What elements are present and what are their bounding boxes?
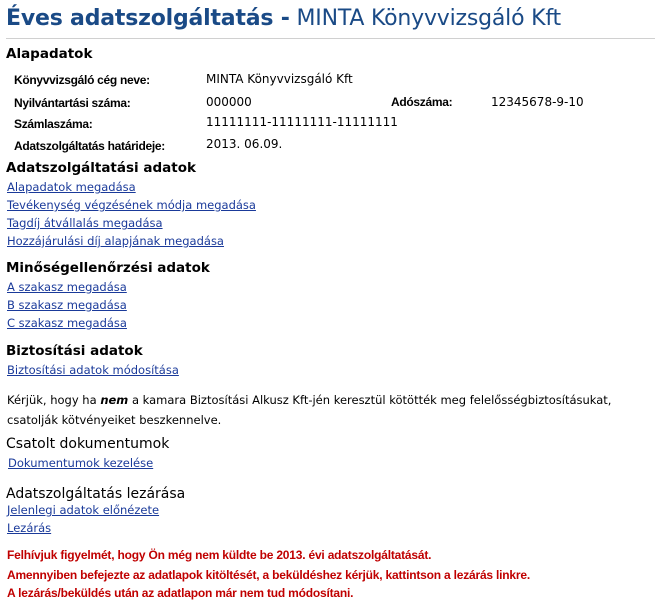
warning-not-submitted: Felhívjuk figyelmét, hogy Ön még nem küldte be 2013. évi adatszolgáltatását. <box>7 548 432 562</box>
section-b-link[interactable]: B szakasz megadása <box>7 298 127 312</box>
warning-no-modification: A lezárás/beküldés után az adatlapon már nem tud módosítani. <box>7 586 354 600</box>
membership-fee-link[interactable]: Tagdíj átvállalás megadása <box>7 216 163 230</box>
close-submission-link[interactable]: Lezárás <box>7 521 52 535</box>
page-title-prefix: Éves adatszolgáltatás - <box>6 6 290 31</box>
quality-control-heading: Minőségellenőrzési adatok <box>6 260 210 276</box>
basic-data-link[interactable]: Alapadatok megadása <box>7 180 136 194</box>
insurance-note-line1 <box>7 393 611 407</box>
insurance-note-emphasis: nem <box>100 393 129 407</box>
company-name-value: MINTA Könyvvizsgáló Kft <box>206 72 353 86</box>
section-a-link[interactable]: A szakasz megadása <box>7 280 127 294</box>
close-submission-heading: Adatszolgáltatás lezárása <box>6 486 186 502</box>
basic-data-heading: Alapadatok <box>6 46 93 62</box>
service-data-heading: Adatszolgáltatási adatok <box>6 160 196 176</box>
company-name-label: Könyvvizsgáló cég neve: <box>14 73 150 87</box>
manage-documents-link[interactable]: Dokumentumok kezelése <box>8 456 154 470</box>
contribution-base-link[interactable]: Hozzájárulási díj alapjának megadása <box>7 234 224 248</box>
account-number-value: 11111111-11111111-11111111 <box>206 115 398 129</box>
page-title <box>6 6 561 31</box>
tax-number-label: Adószáma: <box>391 95 453 109</box>
preview-data-link[interactable]: Jelenlegi adatok előnézete <box>7 503 160 517</box>
insurance-note-start: Kérjük, hogy ha <box>7 393 101 407</box>
registration-number-label: Nyilvántartási száma: <box>14 96 131 110</box>
insurance-heading: Biztosítási adatok <box>6 343 143 359</box>
page-title-company: MINTA Könyvvizsgáló Kft <box>296 6 561 31</box>
tax-number-value: 12345678-9-10 <box>491 95 584 109</box>
deadline-value: 2013. 06.09. <box>206 137 283 151</box>
activity-mode-link[interactable]: Tevékenység végzésének módja megadása <box>7 198 256 212</box>
attached-documents-heading: Csatolt dokumentumok <box>6 436 170 452</box>
insurance-modify-link[interactable]: Biztosítási adatok módosítása <box>7 363 179 377</box>
account-number-label: Számlaszáma: <box>14 117 93 131</box>
insurance-note-line2: csatolják kötvényeiket beszkennelve. <box>7 413 222 427</box>
insurance-note-end: a kamara Biztosítási Alkusz Kft-jén keresztül kötötték meg felelősségbiztosításukat, <box>128 393 612 407</box>
warning-instructions: Amennyiben befejezte az adatlapok kitöltését, a beküldéshez kérjük, kattintson a lezárás linkre. <box>7 568 530 582</box>
deadline-label: Adatszolgáltatás határideje: <box>14 139 165 153</box>
title-divider <box>6 38 655 39</box>
section-c-link[interactable]: C szakasz megadása <box>7 316 127 330</box>
registration-number-value: 000000 <box>206 95 252 109</box>
